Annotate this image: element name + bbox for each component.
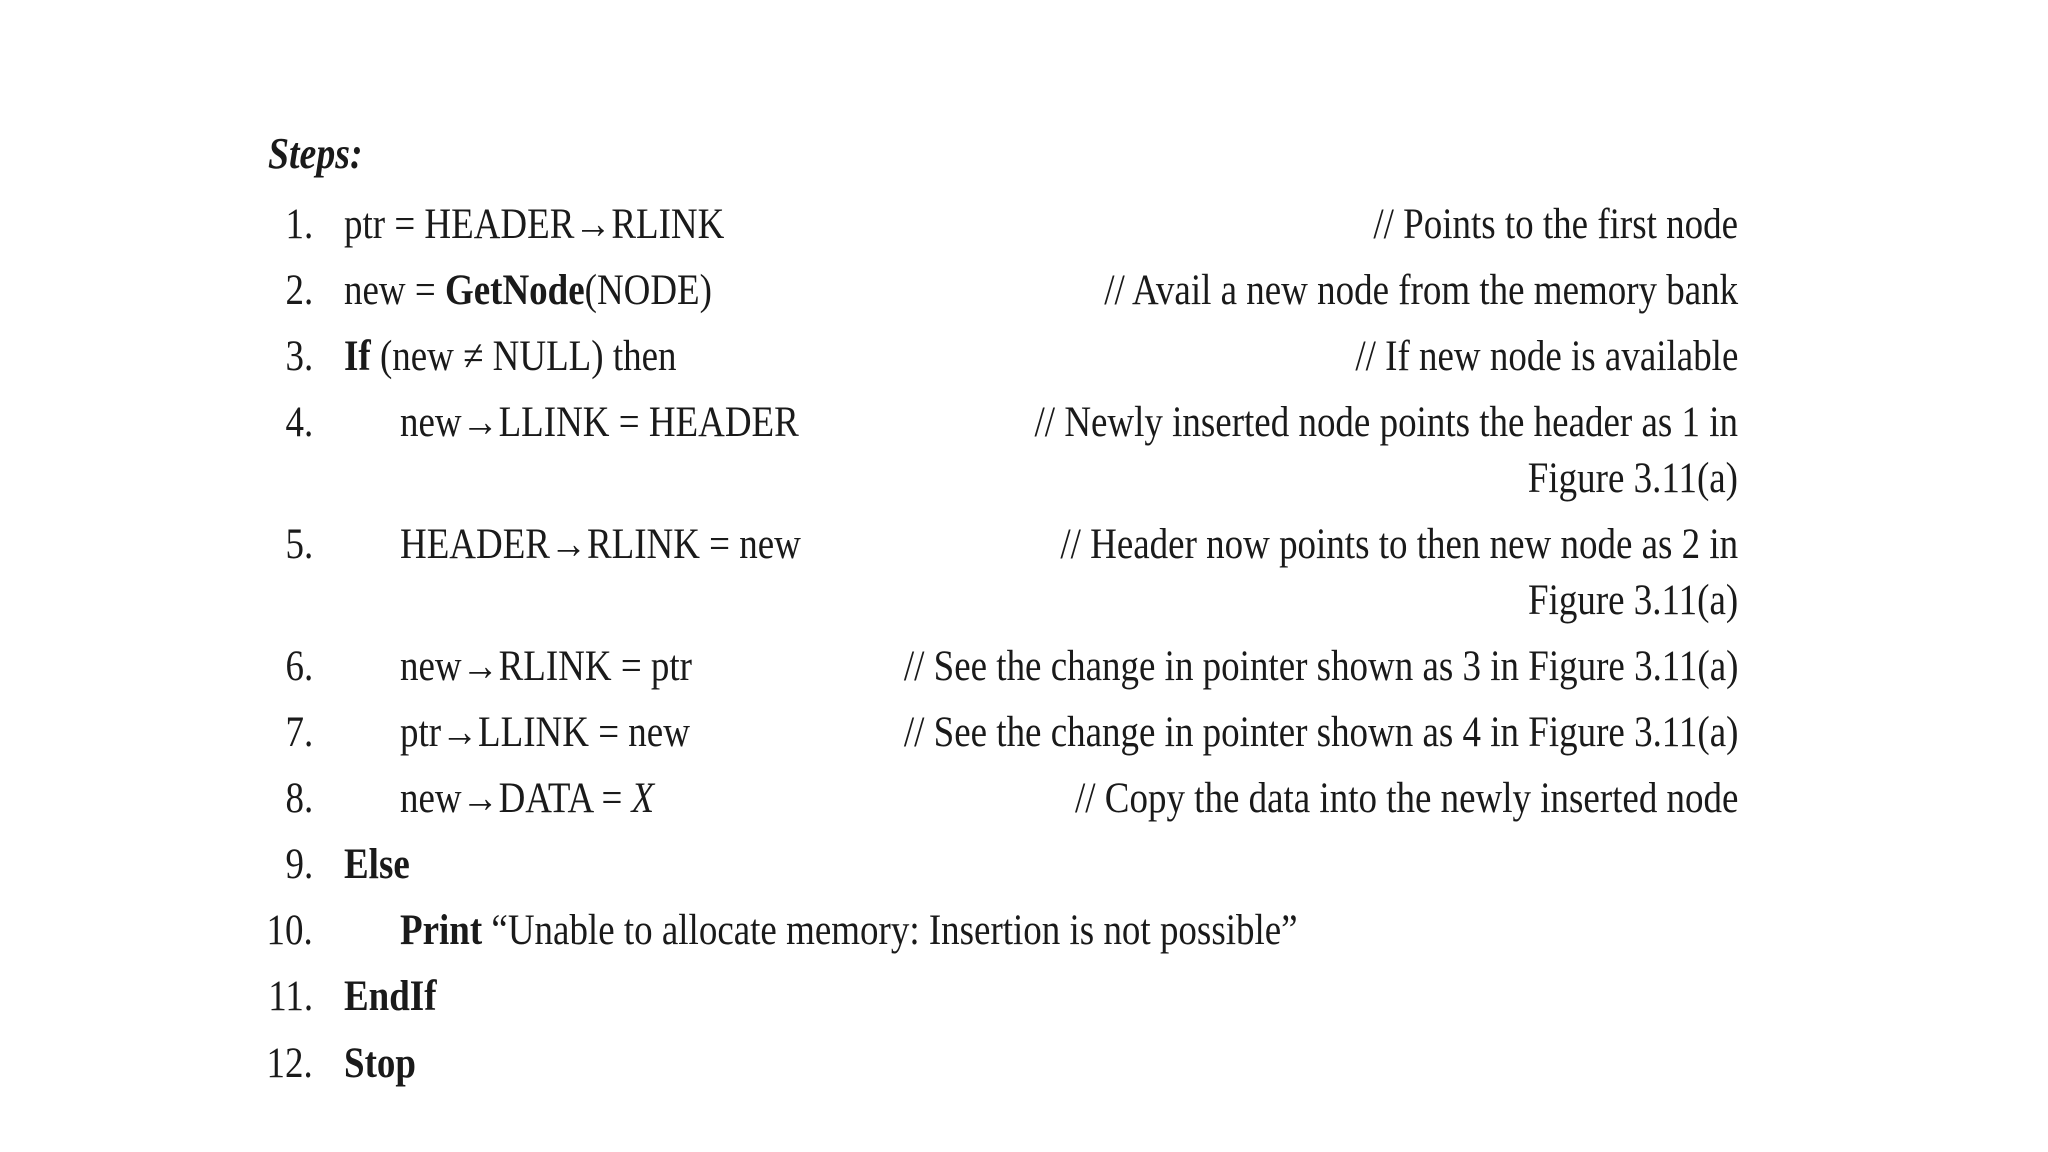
step-comment-line: // See the change in pointer shown as 4 in Figure 3.11(a) [903, 709, 1738, 756]
step-code: new→LLINK = HEADER [400, 399, 799, 446]
code-text: new→DATA = [400, 775, 632, 822]
step-number: 8. [285, 775, 313, 822]
code-keyword: Else [344, 841, 410, 888]
step-number: 5. [285, 521, 313, 568]
code-keyword: If [344, 333, 371, 380]
step-comment [1035, 395, 1738, 507]
code-keyword: EndIf [344, 973, 437, 1020]
code-keyword: GetNode [444, 267, 585, 314]
step-number: 9. [285, 841, 313, 888]
code-text: (new ≠ NULL) then [370, 333, 677, 380]
step-code [344, 1036, 416, 1092]
code-text: (NODE) [584, 267, 712, 314]
code-text: “Unable to allocate memory: Insertion is not possible” [482, 907, 1298, 954]
step-comment [1373, 197, 1738, 253]
step-number: 1. [285, 201, 313, 248]
step-code: ptr→LLINK = new [400, 709, 690, 756]
step-comment-line: // Newly inserted node points the header as 1 in [1034, 399, 1738, 446]
step-number: 7. [285, 709, 313, 756]
step-number: 2. [285, 267, 313, 314]
step-comment-line: Figure 3.11(a) [1527, 577, 1738, 624]
step-number: 3. [285, 333, 313, 380]
code-keyword: Print [400, 907, 483, 954]
step-code: HEADER→RLINK = new [400, 521, 801, 568]
step-code: ptr = HEADER→RLINK [344, 201, 725, 248]
step-comment [903, 639, 1738, 695]
code-variable: X [631, 775, 655, 822]
step-number: 6. [285, 643, 313, 690]
step-code [344, 263, 712, 319]
step-number: 11. [268, 973, 313, 1020]
step-comment [1104, 263, 1738, 319]
step-comment-line: Figure 3.11(a) [1527, 455, 1738, 502]
step-number: 4. [285, 399, 313, 446]
step-code [344, 969, 437, 1025]
step-code [400, 771, 654, 827]
step-comment-line: // If new node is available [1354, 333, 1738, 380]
step-comment [1355, 329, 1738, 385]
step-number: 10. [266, 907, 313, 954]
step-comment [1075, 771, 1738, 827]
steps-heading: Steps: [268, 129, 363, 178]
step-code [344, 837, 410, 893]
step-comment [1060, 517, 1738, 629]
step-comment-line: // Copy the data into the newly inserted node [1074, 775, 1738, 822]
step-comment-line: // Header now points to then new node as 2 in [1060, 521, 1738, 568]
code-keyword: Stop [344, 1040, 416, 1087]
step-code: new→RLINK = ptr [400, 643, 692, 690]
code-text: new = [344, 267, 445, 314]
step-code [400, 903, 1298, 959]
step-comment-line: // See the change in pointer shown as 3 in Figure 3.11(a) [903, 643, 1738, 690]
step-comment-line: // Points to the first node [1373, 201, 1738, 248]
step-number: 12. [266, 1040, 313, 1087]
step-code [344, 329, 676, 385]
step-comment-line: // Avail a new node from the memory bank [1104, 267, 1738, 314]
step-comment [903, 705, 1738, 761]
